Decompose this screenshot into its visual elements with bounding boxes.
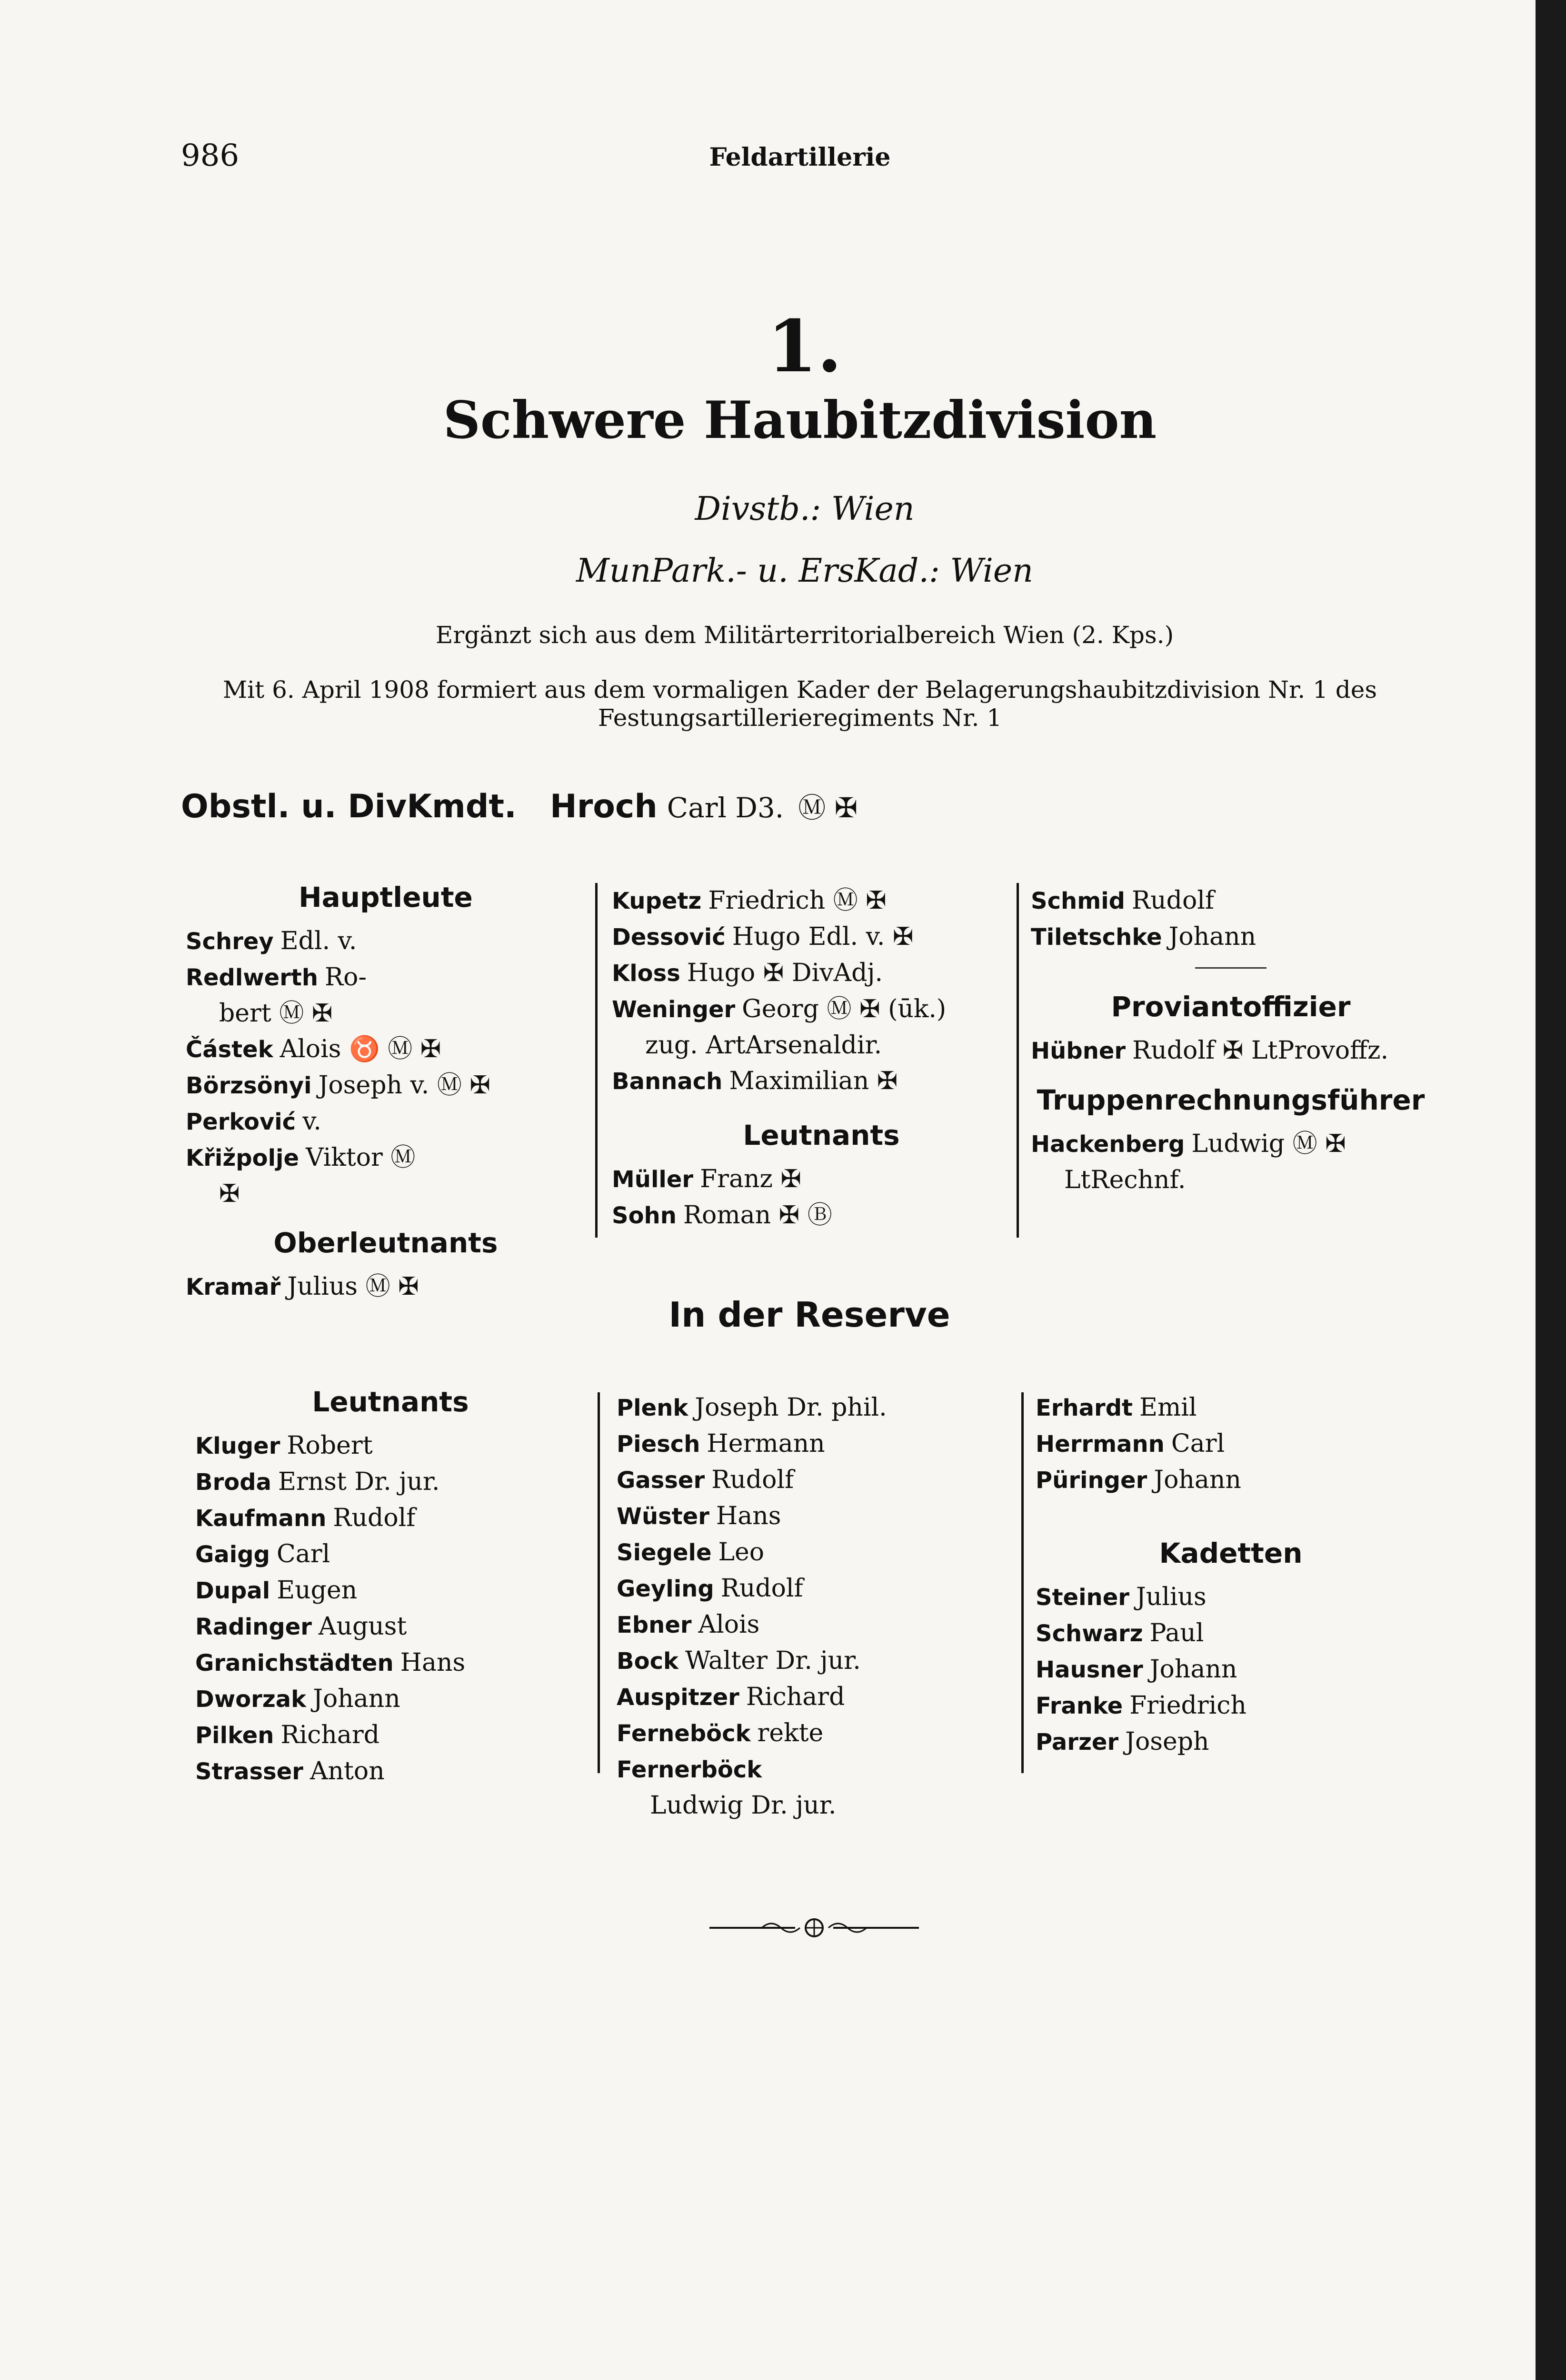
entry-given: Maximilian ✠ [729, 1067, 898, 1095]
entry-given: Johann [1154, 1466, 1241, 1494]
list-item [617, 1390, 1026, 1426]
entry-given: Julius Ⓜ ✠ [287, 1272, 419, 1301]
entry-surname: Börzsönyi [186, 1072, 312, 1099]
list-item [186, 1104, 586, 1140]
entry-given: Ro- [325, 963, 367, 992]
entry-given: Carl [276, 1540, 330, 1568]
entry-given: Hugo Edl. v. ✠ [732, 922, 914, 951]
munpark-line: MunPark.- u. ErsKad.: Wien [576, 552, 1033, 590]
division-title: Schwere Haubitzdivision [443, 390, 1157, 450]
entry-given: Johann [1149, 1655, 1237, 1684]
entry-surname: Kaufmann [195, 1505, 327, 1532]
entry-given: Richard [746, 1683, 845, 1711]
entry-surname: Piesch [617, 1431, 700, 1458]
list-item [612, 1198, 1031, 1234]
entry-given: Friedrich Ⓜ ✠ [708, 886, 887, 915]
entry-given: Franz ✠ [700, 1165, 802, 1193]
running-head: Feldartillerie [709, 143, 891, 172]
entry-given: Edl. v. [280, 927, 357, 955]
entry-given: zug. ArtArsenaldir. [645, 1031, 882, 1060]
entry-surname: Wüster [617, 1503, 709, 1530]
entry-given: Rudolf [333, 1504, 416, 1532]
separator-rule [1195, 967, 1267, 969]
list-item [1036, 1724, 1426, 1760]
entry-surname: Pilken [195, 1722, 274, 1749]
entry-surname: Ferneböck [617, 1720, 751, 1747]
list-item [1031, 1033, 1431, 1069]
entry-given: Paul [1149, 1619, 1204, 1647]
list-item [617, 1679, 1026, 1716]
list-active-2 [612, 883, 1031, 1100]
entry-given: ✠ [219, 1180, 240, 1208]
list-item [617, 1462, 1026, 1498]
entry-given: Joseph [1125, 1727, 1209, 1756]
entry-given: Ernst Dr. jur. [278, 1468, 440, 1496]
list-proviant [1031, 1033, 1431, 1069]
entry-surname: Herrmann [1036, 1431, 1165, 1458]
list-oberleutnants [186, 1269, 586, 1305]
list-item [195, 1681, 586, 1717]
list-hauptleute [186, 923, 586, 1212]
list-item [195, 1428, 586, 1464]
entry-surname: Křižpolje [186, 1145, 299, 1171]
entry-surname: Broda [195, 1469, 271, 1496]
commander-surname: Hroch [549, 788, 658, 825]
entry-surname: Gasser [617, 1467, 705, 1494]
list-item [1031, 883, 1431, 919]
reserve-column-1 [195, 1376, 586, 1790]
heading-truppenrechnungsfuehrer: Truppenrechnungsführer [1037, 1084, 1425, 1116]
entry-given: Johann [1168, 922, 1257, 951]
list-leutnants [612, 1161, 1031, 1234]
entry-surname: Gaigg [195, 1541, 270, 1568]
entry-surname: Hübner [1031, 1038, 1126, 1064]
list-truppen [1031, 1126, 1431, 1198]
heading-reserve-leutnants: Leutnants [312, 1386, 469, 1418]
entry-given: Julius [1136, 1583, 1207, 1611]
entry-surname: Redlwerth [186, 964, 319, 991]
entry-given: v. [302, 1107, 321, 1136]
list-item [195, 1537, 586, 1573]
list-item [617, 1643, 1026, 1679]
entry-surname: Geyling [617, 1576, 714, 1602]
entry-given: Rudolf [720, 1574, 803, 1603]
list-item [195, 1464, 586, 1500]
column-divider [595, 883, 598, 1238]
entry-given: bert Ⓜ ✠ [219, 999, 333, 1028]
entry-surname: Siegele [617, 1539, 712, 1566]
entry-given: Alois ♉ Ⓜ ✠ [279, 1035, 441, 1063]
column-divider [1017, 883, 1019, 1238]
entry-given: LtRechnf. [1064, 1166, 1186, 1194]
list-item [612, 919, 1031, 955]
list-item [186, 923, 586, 960]
entry-surname: Sohn [612, 1202, 677, 1229]
list-item [617, 1498, 1026, 1535]
list-item [612, 1028, 1031, 1063]
list-item [612, 1161, 1031, 1198]
entry-surname: Bannach [612, 1068, 723, 1095]
list-reserve-1 [195, 1428, 586, 1790]
entry-surname: Kloss [612, 960, 680, 987]
entry-given: Hans [400, 1648, 466, 1677]
list-item [1036, 1652, 1426, 1688]
entry-surname: Fernerböck [617, 1756, 762, 1783]
entry-given: Carl [1171, 1429, 1225, 1458]
scan-edge [1536, 0, 1566, 2380]
entry-surname: Auspitzer [617, 1684, 739, 1711]
list-item [195, 1573, 586, 1609]
entry-surname: Müller [612, 1166, 694, 1193]
entry-given: Joseph Dr. phil. [695, 1393, 887, 1422]
list-item [1031, 1126, 1431, 1162]
entry-given: Robert [287, 1431, 373, 1460]
entry-surname: Weninger [612, 996, 736, 1023]
entry-surname: Erhardt [1036, 1395, 1133, 1421]
list-item [195, 1754, 586, 1790]
active-column-1 [186, 871, 586, 1305]
entry-given: Rudolf [1132, 886, 1215, 915]
list-item [1036, 1426, 1426, 1462]
list-item [195, 1500, 586, 1537]
entry-surname: Dessović [612, 924, 726, 951]
list-item [1036, 1462, 1426, 1498]
list-kadetten [1036, 1579, 1426, 1760]
list-item [612, 992, 1031, 1028]
list-item [617, 1571, 1026, 1607]
list-item [612, 955, 1031, 992]
commander-given: Carl D3. [667, 792, 784, 824]
entry-given: Walter Dr. jur. [685, 1646, 861, 1675]
entry-given: Hans [716, 1502, 781, 1530]
entry-surname: Dworzak [195, 1686, 307, 1713]
list-item [617, 1607, 1026, 1643]
entry-surname: Kramař [186, 1274, 281, 1300]
entry-surname: Tiletschke [1031, 924, 1162, 951]
entry-given: Ludwig Ⓜ ✠ [1191, 1130, 1346, 1158]
entry-given: Hugo ✠ DivAdj. [687, 959, 883, 987]
list-item [186, 1176, 586, 1212]
entry-surname: Bock [617, 1648, 678, 1675]
list-reserve-2 [617, 1390, 1026, 1824]
list-item [617, 1752, 1026, 1788]
list-item [617, 1426, 1026, 1462]
end-ornament-icon [709, 1914, 919, 1942]
list-item [186, 996, 586, 1031]
entry-given: Rudolf [711, 1466, 794, 1494]
list-item [186, 1068, 586, 1104]
list-item [186, 1269, 586, 1305]
list-item [186, 1140, 586, 1176]
entry-surname: Radinger [195, 1614, 312, 1640]
entry-given: Hermann [707, 1429, 825, 1458]
entry-surname: Plenk [617, 1395, 688, 1421]
entry-given: Ludwig Dr. jur. [650, 1791, 837, 1820]
entry-surname: Kupetz [612, 888, 702, 914]
formation-note-line-1: Mit 6. April 1908 formiert aus dem vormaligen Kader der Belagerungshaubitzdivision Nr. 1 des [222, 676, 1377, 704]
entry-surname: Částek [186, 1036, 273, 1063]
column-divider [1021, 1392, 1024, 1773]
commander-line [181, 785, 858, 825]
list-item [195, 1645, 586, 1681]
heading-kadetten: Kadetten [1159, 1537, 1303, 1569]
entry-given: Eugen [277, 1576, 358, 1605]
entry-given: Rudolf ✠ LtProvoffz. [1132, 1036, 1388, 1065]
heading-leutnants: Leutnants [743, 1119, 900, 1151]
list-item [1036, 1616, 1426, 1652]
entry-surname: Hackenberg [1031, 1131, 1185, 1158]
reserve-title: In der Reserve [668, 1295, 950, 1335]
heading-oberleutnants: Oberleutnants [273, 1227, 498, 1259]
entry-surname: Püringer [1036, 1467, 1147, 1494]
active-column-2 [612, 883, 1031, 1234]
entry-given: Alois [698, 1610, 760, 1639]
entry-given: rekte [757, 1719, 824, 1747]
list-item [195, 1717, 586, 1754]
entry-given: Friedrich [1129, 1691, 1247, 1720]
entry-surname: Steiner [1036, 1584, 1129, 1611]
list-item [1036, 1688, 1426, 1724]
reserve-column-2 [617, 1390, 1026, 1824]
entry-given: Johann [313, 1685, 400, 1713]
commander-decorations: Ⓜ ✠ [798, 792, 858, 824]
entry-surname: Granichstädten [195, 1650, 394, 1676]
heading-hauptleute: Hauptleute [299, 881, 473, 913]
list-item [195, 1609, 586, 1645]
list-item [617, 1788, 1026, 1824]
entry-given: Anton [309, 1757, 385, 1785]
entry-given: Richard [280, 1721, 379, 1749]
list-item [617, 1535, 1026, 1571]
formation-note-line-2: Festungsartillerieregiments Nr. 1 [598, 704, 1002, 732]
entry-given: Joseph v. Ⓜ ✠ [318, 1071, 490, 1100]
entry-given: Viktor Ⓜ [306, 1143, 416, 1172]
divstb-line: Divstb.: Wien [695, 490, 915, 528]
commander-rank: Obstl. u. DivKmdt. [181, 788, 517, 825]
list-item [1036, 1579, 1426, 1616]
list-item [186, 1031, 586, 1068]
reserve-column-3 [1036, 1390, 1426, 1760]
entry-given: August [318, 1612, 407, 1641]
entry-surname: Schwarz [1036, 1620, 1143, 1647]
ergaenzt-line: Ergänzt sich aus dem Militärterritorialbereich Wien (2. Kps.) [435, 621, 1174, 649]
entry-surname: Schrey [186, 928, 274, 955]
division-number: 1. [767, 305, 842, 388]
list-reserve-3 [1036, 1390, 1426, 1498]
heading-proviantoffizier: Proviantoffizier [1111, 991, 1351, 1023]
list-item [1036, 1390, 1426, 1426]
list-item [612, 883, 1031, 919]
entry-given: Leo [718, 1538, 765, 1567]
list-item [1031, 1162, 1431, 1198]
page-number: 986 [181, 138, 239, 173]
entry-surname: Dupal [195, 1577, 270, 1604]
entry-given: Roman ✠ Ⓑ [683, 1201, 832, 1230]
list-item [612, 1063, 1031, 1100]
list-active-3 [1031, 883, 1431, 955]
entry-surname: Parzer [1036, 1729, 1119, 1755]
entry-surname: Strasser [195, 1758, 303, 1785]
entry-given: Georg Ⓜ ✠ (ūk.) [742, 995, 947, 1023]
entry-surname: Ebner [617, 1612, 692, 1638]
entry-given: Emil [1139, 1393, 1197, 1422]
list-item [1031, 919, 1431, 955]
entry-surname: Schmid [1031, 888, 1126, 914]
list-item [186, 960, 586, 996]
entry-surname: Perković [186, 1109, 296, 1135]
column-divider [598, 1392, 600, 1773]
list-item [617, 1716, 1026, 1752]
entry-surname: Kluger [195, 1433, 280, 1459]
entry-surname: Franke [1036, 1693, 1123, 1719]
formation-note [181, 676, 1419, 732]
entry-surname: Hausner [1036, 1656, 1143, 1683]
active-column-3 [1031, 883, 1431, 1198]
